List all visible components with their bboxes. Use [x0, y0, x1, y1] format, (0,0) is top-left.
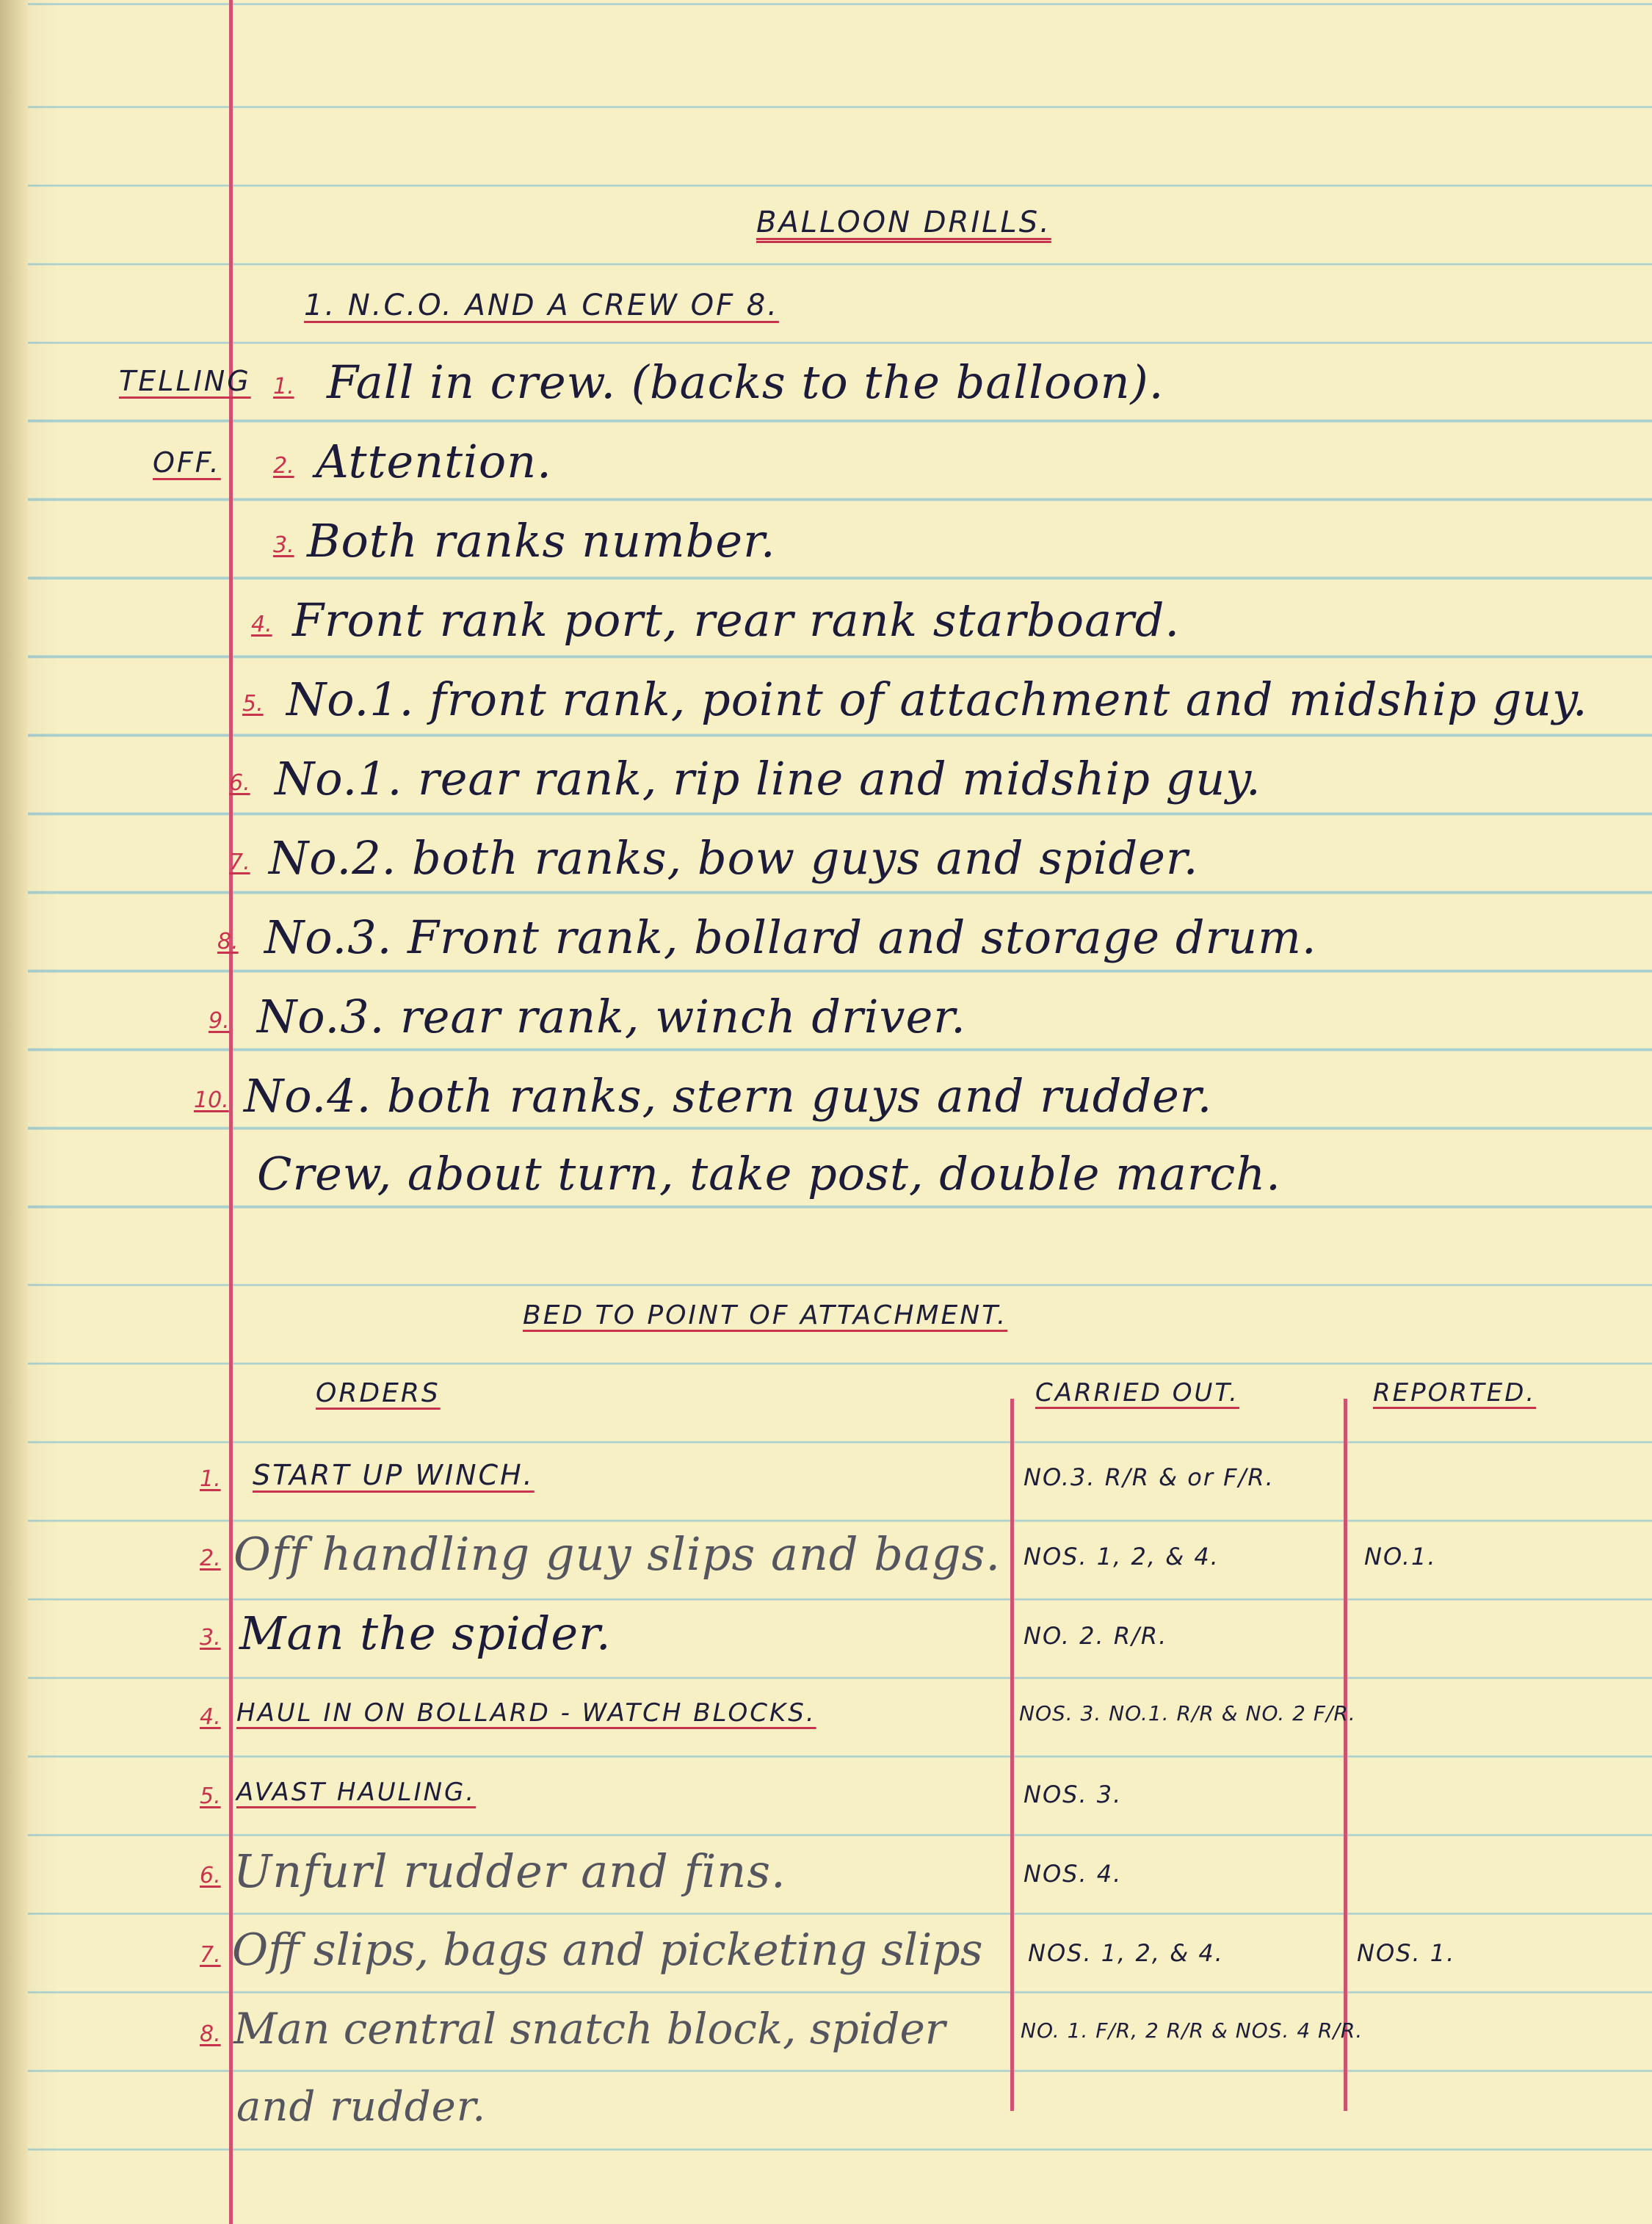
column-header-carried-out: CARRIED OUT.	[1035, 1378, 1239, 1408]
carried-out-text: NOS. 4.	[1024, 1860, 1123, 1888]
reported-column-rule	[1344, 1399, 1347, 2111]
row-number: 7.	[200, 1942, 221, 1968]
carried-out-text: NOS. 3.	[1024, 1781, 1123, 1808]
reported-text: NOS. 1.	[1357, 1939, 1456, 1967]
list-number: 3.	[273, 532, 294, 558]
page-title: BALLOON DRILLS.	[756, 206, 1051, 239]
list-number: 10.	[194, 1087, 229, 1113]
order-text-continued: and rudder.	[236, 2083, 487, 2131]
carried-out-text: NOS. 3. NO.1. R/R & NO. 2 F/R.	[1019, 1701, 1356, 1725]
drill-step: No.1. front rank, point of attachment and midship guy.	[286, 673, 1588, 726]
list-number: 6.	[229, 770, 250, 796]
order-text: Man central snatch block, spider	[233, 2004, 946, 2054]
order-text: Off slips, bags and picketing slips	[232, 1924, 983, 1976]
final-command: Crew, about turn, take post, double march.	[257, 1147, 1281, 1200]
order-text: Off handling guy slips and bags.	[233, 1527, 1001, 1581]
side-label-telling: TELLING	[119, 365, 251, 397]
row-number: 4.	[200, 1704, 221, 1730]
row-number: 5.	[200, 1783, 221, 1809]
carried-out-text: NO. 2. R/R.	[1024, 1622, 1168, 1650]
carried-out-text: NOS. 1, 2, & 4.	[1028, 1939, 1224, 1967]
carried-out-text: NO. 1. F/R, 2 R/R & NOS. 4 R/R.	[1021, 2018, 1363, 2043]
list-number: 9.	[209, 1008, 230, 1034]
column-header-reported: REPORTED.	[1373, 1378, 1537, 1408]
carried-out-text: NO.3. R/R & or F/R.	[1024, 1463, 1275, 1491]
drill-step: Fall in crew. (backs to the balloon).	[327, 355, 1164, 409]
carried-out-text: NOS. 1, 2, & 4.	[1024, 1543, 1220, 1571]
order-text: HAUL IN ON BOLLARD - WATCH BLOCKS.	[236, 1698, 816, 1728]
drill-step: Front rank port, rear rank starboard.	[292, 593, 1181, 647]
order-text: Man the spider.	[239, 1607, 612, 1660]
drill-step: Both ranks number.	[307, 514, 776, 568]
row-number: 6.	[200, 1863, 221, 1888]
margin-line	[229, 0, 233, 2224]
list-number: 8.	[217, 929, 239, 955]
drill-step: No.2. both ranks, bow guys and spider.	[269, 831, 1199, 885]
reported-text: NO.1.	[1364, 1543, 1437, 1571]
side-label-off: OFF.	[153, 446, 221, 479]
list-number: 7.	[229, 850, 250, 875]
order-text: Unfurl rudder and fins.	[233, 1844, 786, 1898]
carried-out-column-rule	[1010, 1399, 1014, 2111]
order-text: START UP WINCH.	[253, 1459, 535, 1491]
list-number: 5.	[242, 691, 264, 717]
row-number: 1.	[200, 1466, 221, 1492]
drill-step: No.3. Front rank, bollard and storage drum.	[264, 910, 1317, 964]
drill-step: No.3. rear rank, winch driver.	[257, 990, 966, 1043]
list-number: 4.	[251, 612, 272, 637]
drill-step: No.1. rear rank, rip line and midship guy.	[275, 752, 1261, 805]
drill-step: No.4. both ranks, stern guys and rudder.	[244, 1069, 1213, 1123]
section-title: BED TO POINT OF ATTACHMENT.	[523, 1300, 1008, 1330]
list-number: 2.	[273, 453, 294, 479]
row-number: 8.	[200, 2021, 221, 2047]
drill-step: Attention.	[316, 435, 552, 488]
crew-heading: 1. N.C.O. AND A CREW OF 8.	[304, 289, 779, 322]
order-text: AVAST HAULING.	[236, 1778, 477, 1807]
row-number: 3.	[200, 1625, 221, 1651]
column-header-orders: ORDERS	[316, 1378, 441, 1408]
list-number: 1.	[273, 374, 294, 399]
page-binding-edge	[0, 0, 28, 2224]
row-number: 2.	[200, 1546, 221, 1571]
